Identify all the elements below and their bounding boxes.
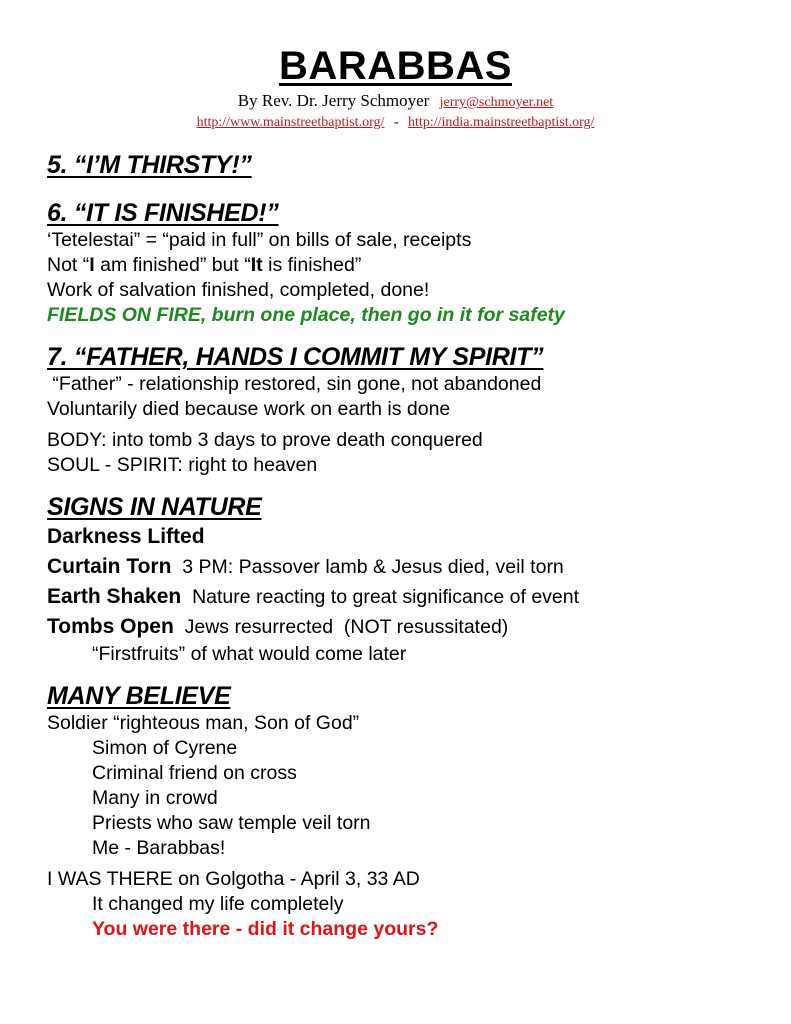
sign-item: Tombs Open Jews resurrected (NOT resussitated) bbox=[47, 615, 509, 638]
text-line: Work of salvation finished, completed, done! bbox=[47, 279, 430, 301]
believer-item: Many in crowd bbox=[92, 787, 218, 809]
text-line: ‘Tetelestai” = “paid in full” on bills of sale, receipts bbox=[47, 229, 472, 251]
section-signs-in-nature bbox=[47, 492, 767, 667]
section-heading: SIGNS IN NATURE bbox=[47, 493, 262, 521]
section-heading: MANY BELIEVE bbox=[47, 682, 231, 710]
section-7 bbox=[47, 342, 767, 478]
text-line: Soldier “righteous man, Son of God” bbox=[47, 712, 360, 734]
document-header bbox=[0, 44, 791, 133]
text-line: Not “I am finished” but “It is finished” bbox=[47, 254, 362, 276]
believer-item: Criminal friend on cross bbox=[92, 762, 297, 784]
text-line: SOUL - SPIRIT: right to heaven bbox=[47, 454, 318, 476]
section-heading: 6. “IT IS FINISHED!” bbox=[47, 199, 279, 227]
byline bbox=[0, 90, 791, 113]
sign-item: Earth Shaken Nature reacting to great significance of event bbox=[47, 585, 580, 608]
website-links bbox=[0, 113, 791, 133]
section-many-believe bbox=[47, 681, 767, 942]
believer-item: Me - Barabbas! bbox=[92, 837, 226, 859]
believer-item: Priests who saw temple veil torn bbox=[92, 812, 371, 834]
text-line: It changed my life completely bbox=[92, 893, 344, 915]
website-link-india[interactable]: http://india.mainstreetbaptist.org/ bbox=[408, 115, 595, 130]
section-heading: 7. “FATHER, HANDS I COMMIT MY SPIRIT” bbox=[47, 343, 544, 371]
document-body bbox=[47, 150, 767, 942]
text-line: I WAS THERE on Golgotha - April 3, 33 AD bbox=[47, 868, 420, 890]
highlight-line-red: You were there - did it change yours? bbox=[92, 918, 439, 940]
website-link-main[interactable]: http://www.mainstreetbaptist.org/ bbox=[196, 115, 385, 130]
text-line: BODY: into tomb 3 days to prove death conquered bbox=[47, 429, 483, 451]
author-name: By Rev. Dr. Jerry Schmoyer bbox=[237, 91, 430, 110]
section-5 bbox=[47, 150, 767, 180]
sign-item: Curtain Torn 3 PM: Passover lamb & Jesus died, veil torn bbox=[47, 555, 564, 578]
section-6 bbox=[47, 198, 767, 328]
believer-item: Simon of Cyrene bbox=[92, 737, 238, 759]
text-line: Voluntarily died because work on earth is done bbox=[47, 398, 451, 420]
sign-item: Darkness Lifted bbox=[47, 525, 205, 548]
link-separator: - bbox=[393, 115, 399, 130]
text-line: “Father” - relationship restored, sin gone, not abandoned bbox=[47, 373, 542, 395]
highlight-line-green: FIELDS ON FIRE, burn one place, then go in it for safety bbox=[47, 304, 565, 326]
document-title: BARABBAS bbox=[279, 44, 512, 88]
text-line: “Firstfruits” of what would come later bbox=[92, 643, 407, 665]
email-link[interactable]: jerry@schmoyer.net bbox=[439, 95, 554, 110]
section-heading: 5. “I’M THIRSTY!” bbox=[47, 151, 252, 179]
